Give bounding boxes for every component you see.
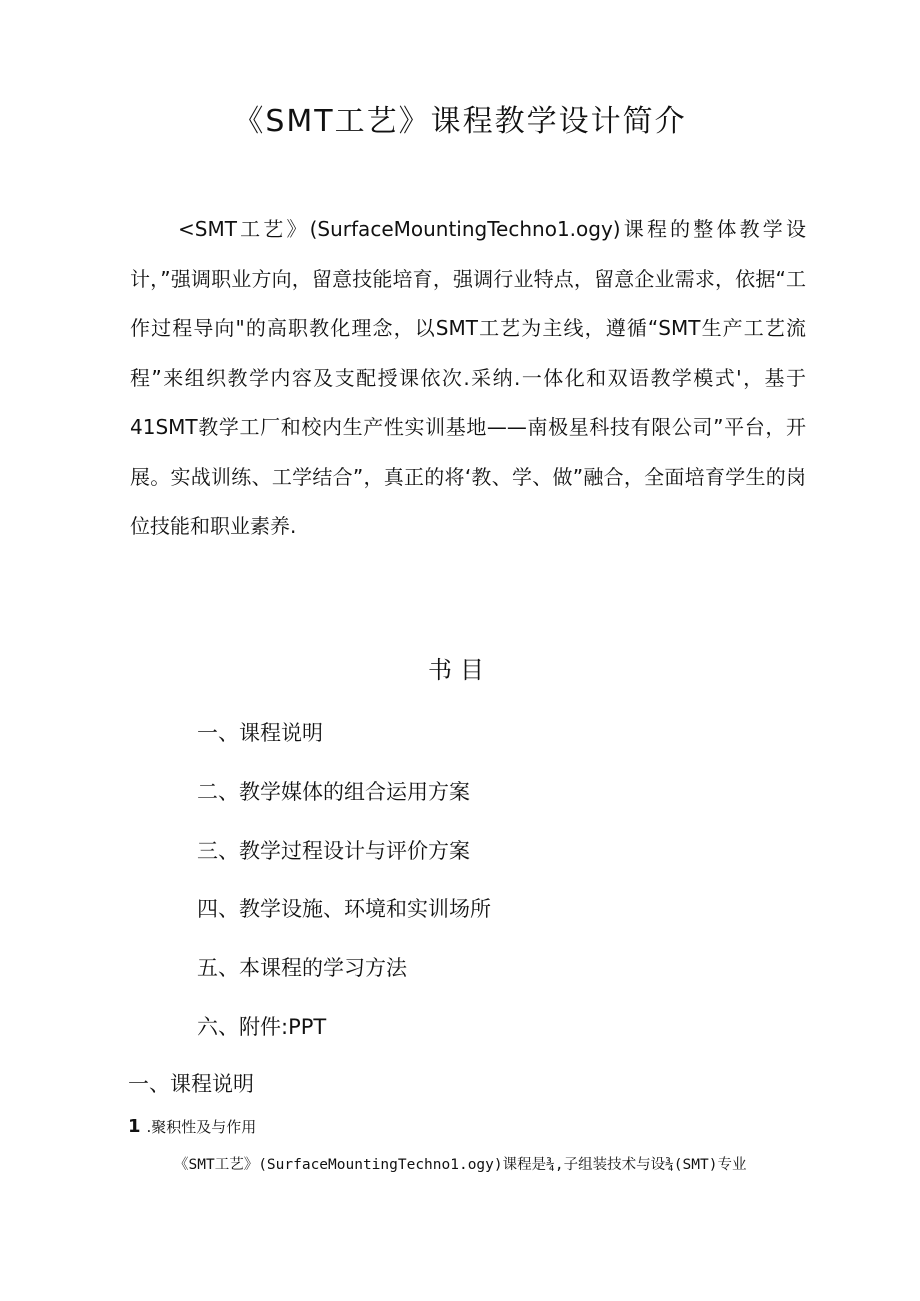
intro-paragraph: <SMT工艺》(SurfaceMountingTechno1.ogy)课程的整体教学设计，”强调职业方向，留意技能培育，强调行业特点，留意企业需求，依据“工作过程导向"的高职教化理念，以SMT工艺为主线，遵循“SMT生产工艺流程”来组织教学内容及支配授课依次.采纳.一体化和双语教学模式'，基于41SMT教学工厂和校内生产性实训基地——南极星科技有限公司”平台，开展。实战训练、工学结合”，真正的将‘教、学、做”融合，全面培育学生的岗位技能和职业素养. [130,217,806,538]
toc-item-6: 六、附件:PPT [197,1014,327,1039]
subsection-heading [128,1113,256,1141]
subsection-number: 1 [128,1116,141,1137]
subsection-title: .聚积性及与作用 [146,1118,257,1136]
section-heading: 一、课程说明 [128,1072,254,1096]
toc-item-3: 三、教学过程设计与评价方案 [197,838,470,863]
table-of-contents [197,713,491,1066]
toc-item-2: 二、教学媒体的组合运用方案 [197,779,470,804]
toc-item-1: 一、课程说明 [197,721,323,745]
toc-item-4: 四、教学设施、环境和实训场所 [197,897,491,922]
body-paragraph: 《SMT工艺》(SurfaceMountingTechno1.ogy)课程是¾,子组装技术与设¾(SMT)专业 [174,1157,747,1173]
toc-item-5: 五、本课程的学习方法 [197,956,407,981]
document-title: 《SMT工艺》课程教学设计简介 [233,104,687,139]
toc-title: 书目 [428,656,492,684]
